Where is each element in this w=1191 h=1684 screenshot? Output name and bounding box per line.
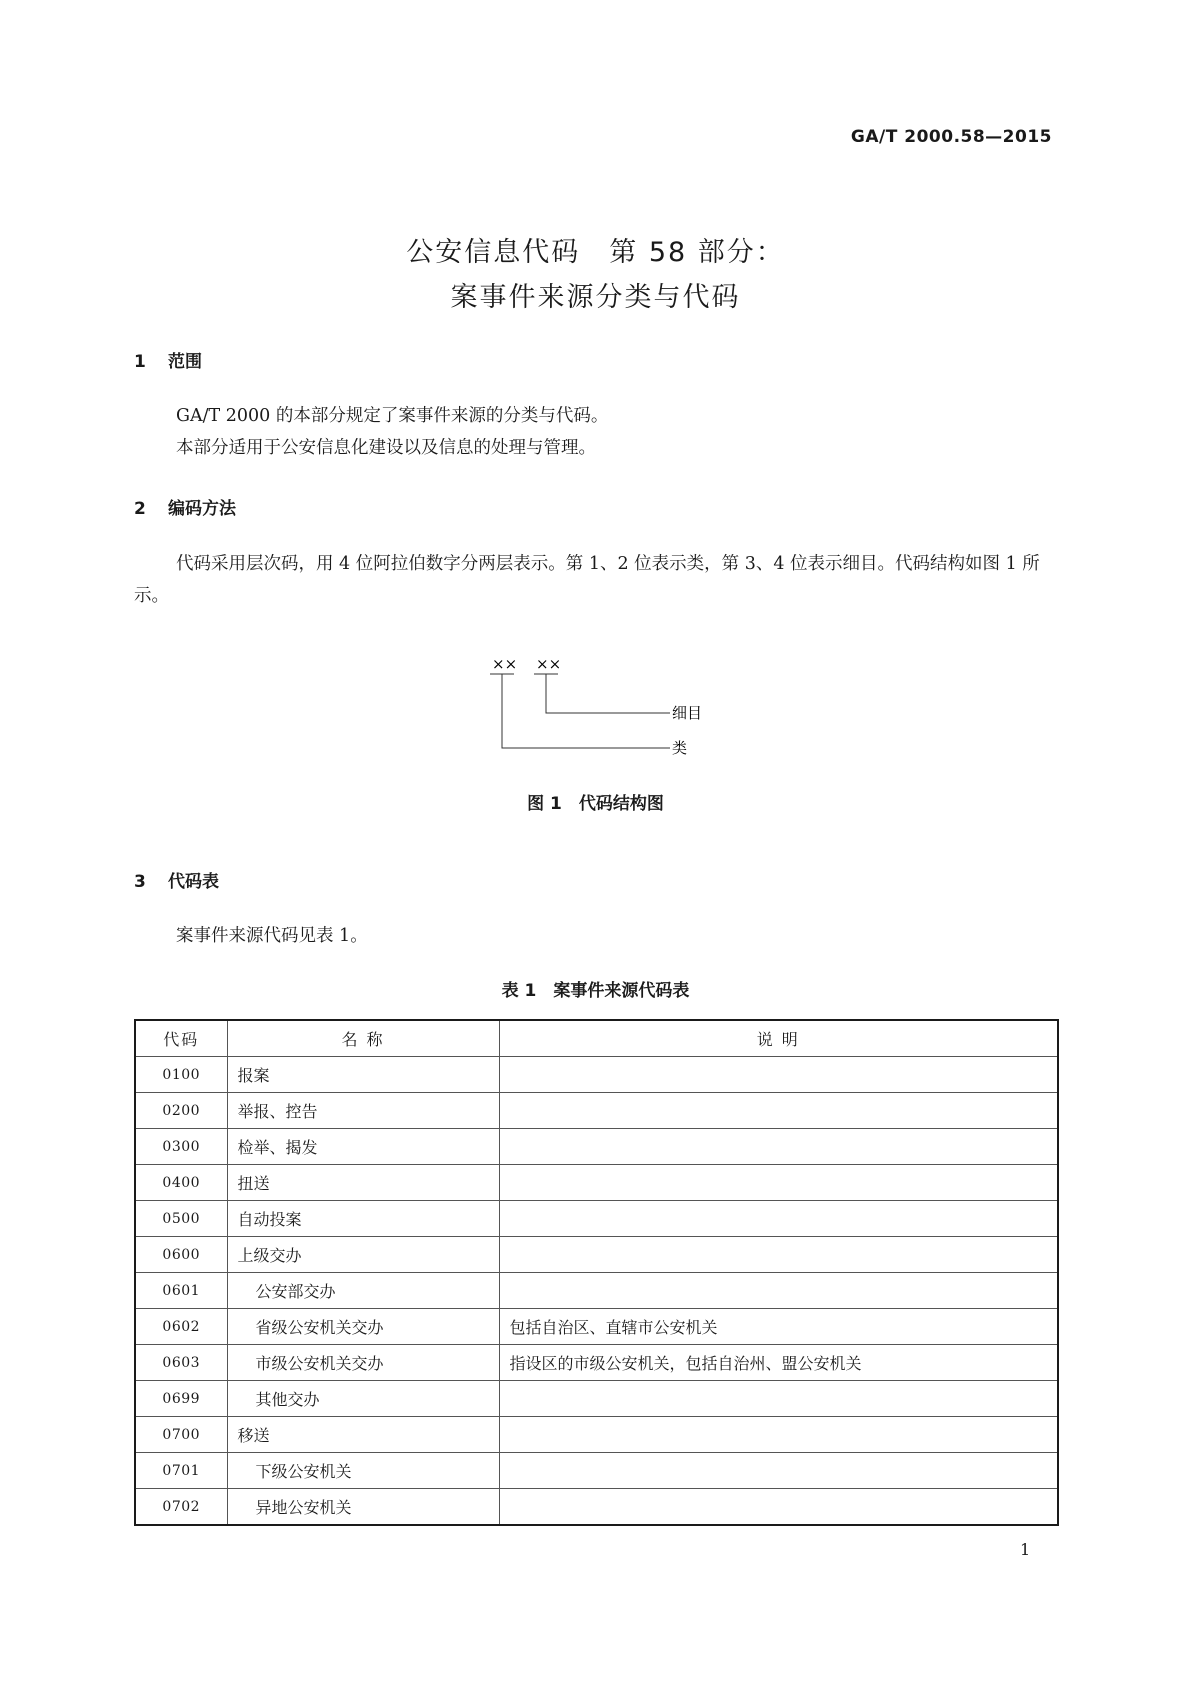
section-1-number: 1	[134, 352, 146, 372]
header-desc: 说 明	[499, 1020, 1058, 1057]
section-3-heading	[134, 867, 219, 892]
page-number: 1	[1020, 1540, 1031, 1559]
cell-code: 0699	[135, 1381, 227, 1417]
cell-code: 0300	[135, 1129, 227, 1165]
cell-desc: 指设区的市级公安机关，包括自治州、盟公安机关	[499, 1345, 1058, 1381]
source-code-table	[134, 1019, 1059, 1526]
cell-code: 0602	[135, 1309, 227, 1345]
cell-name: 公安部交办	[227, 1273, 499, 1309]
cell-name: 市级公安机关交办	[227, 1345, 499, 1381]
cell-name: 举报、控告	[227, 1093, 499, 1129]
section-1-heading	[134, 347, 202, 372]
header-code: 代码	[135, 1020, 227, 1057]
table-row	[135, 1057, 1058, 1093]
section-1-paragraph-1: GA/T 2000 的本部分规定了案事件来源的分类与代码。	[176, 406, 609, 426]
cell-code: 0700	[135, 1417, 227, 1453]
section-2-heading	[134, 494, 236, 519]
cell-code: 0400	[135, 1165, 227, 1201]
section-1-paragraph-2: 本部分适用于公安信息化建设以及信息的处理与管理。	[176, 438, 596, 458]
section-1-title: 范围	[168, 352, 202, 372]
cell-code: 0200	[135, 1093, 227, 1129]
cell-desc	[499, 1453, 1058, 1489]
cell-desc	[499, 1057, 1058, 1093]
table-row	[135, 1129, 1058, 1165]
cell-name: 下级公安机关	[227, 1453, 499, 1489]
detail-connector	[546, 674, 670, 713]
table-row	[135, 1489, 1058, 1526]
table-1-caption: 表 1 案事件来源代码表	[501, 981, 690, 1001]
cell-name: 异地公安机关	[227, 1489, 499, 1526]
section-3-paragraph-1: 案事件来源代码见表 1。	[176, 926, 368, 946]
cell-desc	[499, 1129, 1058, 1165]
table-row	[135, 1165, 1058, 1201]
class-placeholder: ××	[492, 655, 518, 673]
figure-1-caption: 图 1 代码结构图	[527, 794, 664, 814]
cell-code: 0601	[135, 1273, 227, 1309]
cell-desc	[499, 1237, 1058, 1273]
standard-code: GA/T 2000.58—2015	[850, 127, 1052, 147]
cell-desc	[499, 1273, 1058, 1309]
table-header-row	[135, 1020, 1058, 1057]
cell-name: 其他交办	[227, 1381, 499, 1417]
cell-desc	[499, 1165, 1058, 1201]
table-row	[135, 1453, 1058, 1489]
cell-desc	[499, 1381, 1058, 1417]
cell-name: 上级交办	[227, 1237, 499, 1273]
table-row	[135, 1273, 1058, 1309]
cell-desc	[499, 1093, 1058, 1129]
section-3-number: 3	[134, 872, 146, 892]
cell-code: 0603	[135, 1345, 227, 1381]
cell-name: 省级公安机关交办	[227, 1309, 499, 1345]
document-title-line-2: 案事件来源分类与代码	[450, 282, 741, 313]
cell-name: 扭送	[227, 1165, 499, 1201]
cell-code: 0600	[135, 1237, 227, 1273]
table-row	[135, 1309, 1058, 1345]
cell-name: 检举、揭发	[227, 1129, 499, 1165]
document-title-line-1: 公安信息代码 第 58 部分：	[406, 237, 785, 268]
table-row	[135, 1237, 1058, 1273]
detail-label: 细目	[672, 704, 703, 722]
cell-desc	[499, 1489, 1058, 1526]
table-row	[135, 1093, 1058, 1129]
cell-desc	[499, 1417, 1058, 1453]
section-3-title: 代码表	[168, 872, 219, 892]
section-2-title: 编码方法	[168, 499, 236, 519]
cell-code: 0100	[135, 1057, 227, 1093]
header-name: 名 称	[227, 1020, 499, 1057]
class-connector	[502, 674, 670, 748]
cell-code: 0701	[135, 1453, 227, 1489]
section-2-paragraph-1: 代码采用层次码，用 4 位阿拉伯数字分两层表示。第 1、2 位表示类，第 3、4 位表示细目。代码结构如图 1 所示。	[134, 554, 1040, 606]
cell-name: 移送	[227, 1417, 499, 1453]
class-label: 类	[672, 739, 688, 757]
cell-name: 自动投案	[227, 1201, 499, 1237]
section-2-number: 2	[134, 499, 146, 519]
table-row	[135, 1381, 1058, 1417]
code-structure-diagram	[480, 655, 740, 765]
table-row	[135, 1345, 1058, 1381]
cell-code: 0702	[135, 1489, 227, 1526]
table-row	[135, 1201, 1058, 1237]
cell-desc: 包括自治区、直辖市公安机关	[499, 1309, 1058, 1345]
cell-name: 报案	[227, 1057, 499, 1093]
detail-placeholder: ××	[536, 655, 562, 673]
table-row	[135, 1417, 1058, 1453]
cell-desc	[499, 1201, 1058, 1237]
cell-code: 0500	[135, 1201, 227, 1237]
